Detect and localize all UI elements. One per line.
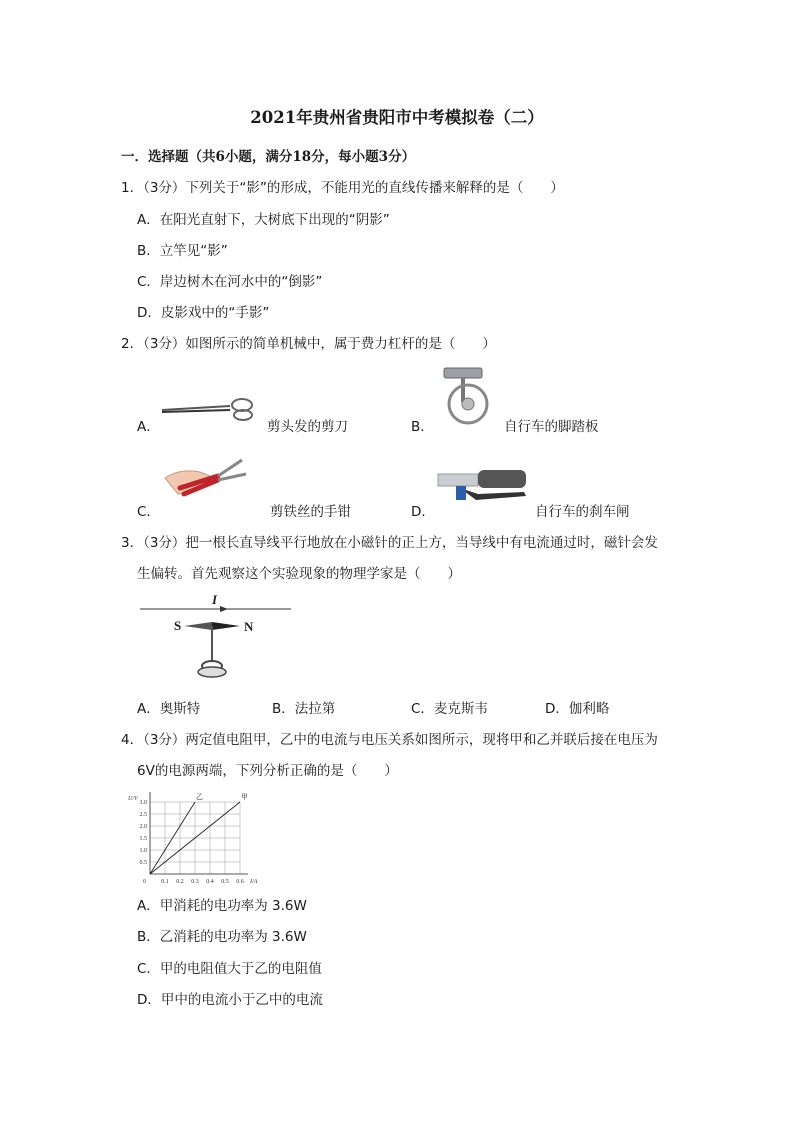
q3-option-b: B．法拉第 xyxy=(272,701,336,717)
y-tick-label: 1.5 xyxy=(139,836,147,842)
voltage-current-chart xyxy=(122,786,258,886)
x-tick-label: 0.2 xyxy=(176,879,184,885)
q1-option-b: B．立竿见“影” xyxy=(137,243,228,259)
page-title: 2021年贵州省贵阳市中考模拟卷（二） xyxy=(250,108,544,127)
q4-stem-line1: 4．（3分）两定值电阻甲，乙中的电流与电压关系如图所示，现将甲和乙并联后接在电压为 xyxy=(121,732,658,748)
q1-option-a: A．在阳光直射下，大树底下出现的“阴影” xyxy=(137,212,390,228)
series-label: 乙 xyxy=(196,793,203,801)
bicycle-brake-figure xyxy=(436,464,532,508)
origin-label: 0 xyxy=(143,879,146,885)
q2-option-d-caption: 自行车的刹车闸 xyxy=(535,504,630,520)
q1-stem: 1．（3分）下列关于“影”的形成，不能用光的直线传播来解释的是（ ） xyxy=(121,180,564,196)
series-label: 甲 xyxy=(241,793,248,801)
x-tick-label: 0.4 xyxy=(206,879,214,885)
current-label: I xyxy=(212,592,218,607)
q3-stem-line2: 生偏转。首先观察这个实验现象的物理学家是（ ） xyxy=(137,566,461,582)
pliers-figure xyxy=(160,448,250,500)
y-tick-label: 2.5 xyxy=(139,812,147,818)
scissors-figure xyxy=(160,396,260,426)
y-tick-label: 2.0 xyxy=(139,824,147,830)
q2-option-a-letter: A． xyxy=(137,419,160,435)
q2-option-c-caption: 剪铁丝的手钳 xyxy=(270,504,351,520)
y-tick-label: 3.0 xyxy=(139,800,147,806)
q3-stem-line1: 3．（3分）把一根长直导线平行地放在小磁针的正上方，当导线中有电流通过时，磁针会发 xyxy=(121,535,658,551)
bicycle-pedal-figure xyxy=(436,364,500,426)
q4-stem-line2: 6V的电源两端，下列分析正确的是（ ） xyxy=(137,763,398,779)
q2-option-b-caption: 自行车的脚踏板 xyxy=(504,419,599,435)
y-axis-label: U/V xyxy=(128,796,138,802)
y-tick-label: 0.5 xyxy=(139,860,147,866)
x-tick-label: 0.5 xyxy=(221,879,229,885)
q2-option-d-letter: D． xyxy=(411,504,435,520)
x-tick-label: 0.3 xyxy=(191,879,199,885)
q4-option-d: D．甲中的电流小于乙中的电流 xyxy=(137,992,323,1008)
north-pole-label: N xyxy=(244,619,254,634)
x-axis-label: I/A xyxy=(250,879,258,885)
q1-option-d: D．皮影戏中的“手影” xyxy=(137,305,270,321)
q2-stem: 2．（3分）如图所示的简单机械中，属于费力杠杆的是（ ） xyxy=(121,336,496,352)
q4-option-c: C．甲的电阻值大于乙的电阻值 xyxy=(137,961,322,977)
q2-option-c-letter: C． xyxy=(137,504,160,520)
south-pole-label: S xyxy=(174,618,182,633)
q2-option-a-caption: 剪头发的剪刀 xyxy=(267,419,348,435)
q4-option-a: A．甲消耗的电功率为 3.6W xyxy=(137,898,307,914)
y-tick-label: 1.0 xyxy=(139,848,147,854)
section-heading: 一．选择题（共6小题，满分18分，每小题3分） xyxy=(121,149,416,165)
q2-option-b-letter: B． xyxy=(411,419,434,435)
q4-option-b: B．乙消耗的电功率为 3.6W xyxy=(137,929,307,945)
compass-needle-figure xyxy=(138,590,298,680)
q3-option-d: D．伽利略 xyxy=(545,701,610,717)
q3-option-a: A．奥斯特 xyxy=(137,701,201,717)
q1-option-c: C．岸边树木在河水中的“倒影” xyxy=(137,274,323,290)
x-tick-label: 0.1 xyxy=(161,879,169,885)
x-tick-label: 0.6 xyxy=(236,879,244,885)
q3-option-c: C．麦克斯韦 xyxy=(411,701,488,717)
